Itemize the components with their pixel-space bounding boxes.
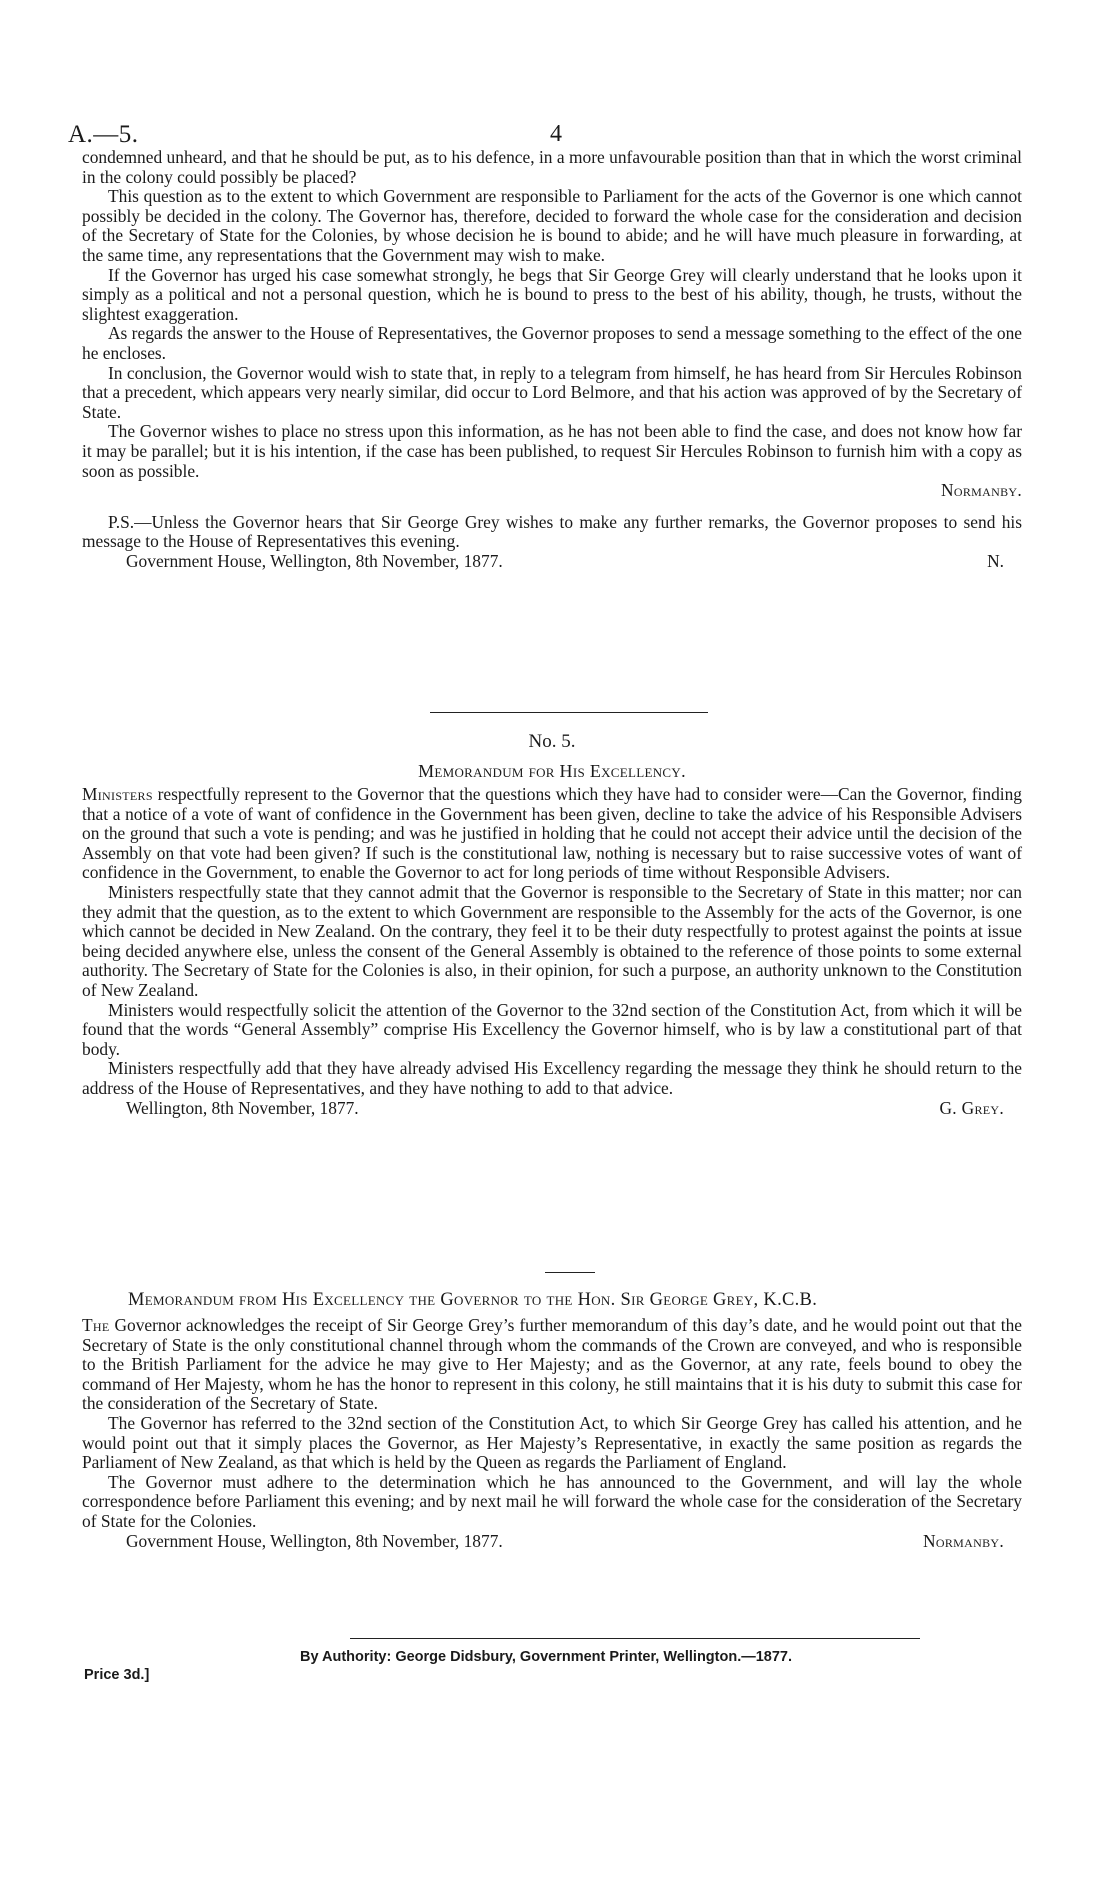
short-divider [545, 1272, 595, 1273]
paragraph [82, 1316, 1022, 1414]
paragraph: In conclusion, the Governor would wish to state that, in reply to a telegram from himself, he has heard from Sir Hercules Robinson that a precedent, which appears very nearly similar, did occur to Lord Belmore, and that his action was approved of by the Secretary of State. [82, 362, 1022, 422]
postscript-place: Government House, Wellington, 8th November, 1877. [126, 550, 503, 571]
memorandum-title: Memorandum for His Excellency. [418, 761, 686, 781]
paragraph: Ministers respectfully state that they cannot admit that the Governor is responsible to the Secretary of State in this matter; nor can they admit that the question, as to the extent to which Government are responsible to the Assembly for the acts of the Governor, is one which cannot be decided in New Zealand. On the contrary, they feel it to be their duty respectfully to protest against the points at issue being decided anywhere else, unless the consent of the General Assembly is obtained to the reference of those points to some external authority. The Secretary of State for the Colonies is also, in their opinion, for such a purpose, an authority unknown to the Constitution of New Zealand. [82, 881, 1022, 1000]
paragraph: As regards the answer to the House of Representatives, the Governor proposes to send a message something to the effect of the one he encloses. [82, 323, 1022, 363]
memorandum-dateline [82, 1099, 1022, 1119]
paragraph-text: respectfully represent to the Governor that the questions which they have had to consider were—Can the Governor, finding that a notice of a vote of want of confidence in the Government has been given, decline to take the advice of his Responsible Advisers on the ground that such a vote is pending; and was he justified in holding that he could not accept their advice until the decision of the Assembly on that vote had been given? If such is the constitutional law, nothing is necessary but to raise successive votes of want of confidence in the Government, to enable the Governor to act for long periods of time without Responsible Advisers. [82, 784, 1022, 883]
paragraph-text: Governor acknowledges the receipt of Sir George Grey’s further memorandum of this day’s date, and he would point out that the Secretary of State is the only constitutional channel through whom the commands of the Crown are conveyed, and who is responsible to the British Parliament for the advice he may give to Her Majesty; and as the Governor, at any rate, feels bound to obey the command of Her Majesty, whom he has the honor to represent in this colony, he still maintains that it is his duty to submit this case for the consideration of the Secretary of State. [82, 1315, 1022, 1414]
memorandum-dateline [82, 1532, 1022, 1552]
signature: G. Grey. [939, 1097, 1004, 1118]
paragraph: Ministers respectfully add that they have already advised His Excellency regarding the message they think he should return to the address of the House of Representatives, and they have nothing to add to that advice. [82, 1058, 1022, 1098]
paragraph: The Governor has referred to the 32nd section of the Constitution Act, to which Sir George Grey has called his attention, and he would point out that it simply places the Governor, as Her Majesty’s Representative, in exactly the same position as regards the Parliament of New Zealand, as that which is held by the Queen as regards the Parliament of England. [82, 1412, 1022, 1473]
document-number: No. 5. [528, 731, 576, 752]
signature: Normanby. [941, 480, 1022, 501]
memorandum-place: Wellington, 8th November, 1877. [126, 1097, 359, 1118]
memorandum-body [82, 785, 1022, 1118]
printer-imprint: By Authority: George Didsbury, Government Printer, Wellington.—1877. [300, 1649, 793, 1665]
paragraph: Ministers would respectfully solicit the attention of the Governor to the 32nd section of the Constitution Act, from which it will be found that the words “General Assembly” comprise His Excellency the Governor himself, who is by law a constitutional part of that body. [82, 999, 1022, 1059]
paragraph: The Governor wishes to place no stress upon this information, as he has not been able to find the case, and does not know how far it may be parallel; but it is his intention, if the case has been published, to request Sir Hercules Robinson to furnish him with a copy as soon as possible. [82, 421, 1022, 481]
memorandum-body [82, 1316, 1022, 1551]
footer-divider [350, 1638, 920, 1639]
document-code: A.—5. [68, 121, 139, 148]
paragraph: The Governor must adhere to the determination which he has announced to the Government, and will lay the whole correspondence before Parliament this evening; and by next mail he will forward the whole case for the consideration of the Secretary of State for the Colonies. [82, 1471, 1022, 1531]
price-label: Price 3d.] [84, 1667, 150, 1683]
paragraph: condemned unheard, and that he should be put, as to his defence, in a more unfavourable position than that in which the worst criminal in the colony could possibly be placed? [82, 147, 1022, 187]
memorandum-title: Memorandum from His Excellency the Governor to the Hon. Sir George Grey, K.C.B. [128, 1290, 818, 1310]
postscript-initial: N. [987, 550, 1004, 571]
paragraph: If the Governor has urged his case somewhat strongly, he begs that Sir George Grey will clearly understand that he looks upon it simply as a political and not a personal question, which he is bound to press to the best of his ability, though, he trusts, without the slightest exaggeration. [82, 264, 1022, 324]
postscript: P.S.—Unless the Governor hears that Sir George Grey wishes to make any further remarks, the Governor proposes to send his message to the House of Representatives this evening. [82, 511, 1022, 552]
lead-word: Ministers [82, 784, 153, 804]
paragraph: This question as to the extent to which Government are responsible to Parliament for the acts of the Governor is one which cannot possibly be decided in the colony. The Governor has, therefore, decided to forward the whole case for the consideration and decision of the Secretary of State for the Colonies, by whose decision he is bound to abide; and he will have much pleasure in forwarding, at the same time, any representations that the Government may wish to make. [82, 186, 1022, 265]
postscript-dateline [82, 552, 1022, 572]
signature: Normanby. [923, 1530, 1004, 1551]
memorandum-place: Government House, Wellington, 8th November, 1877. [126, 1530, 503, 1551]
paragraph [82, 785, 1022, 883]
letter-continuation [82, 148, 1022, 571]
section-divider [430, 712, 708, 713]
page-number: 4 [550, 121, 562, 147]
lead-word: The [82, 1315, 110, 1335]
